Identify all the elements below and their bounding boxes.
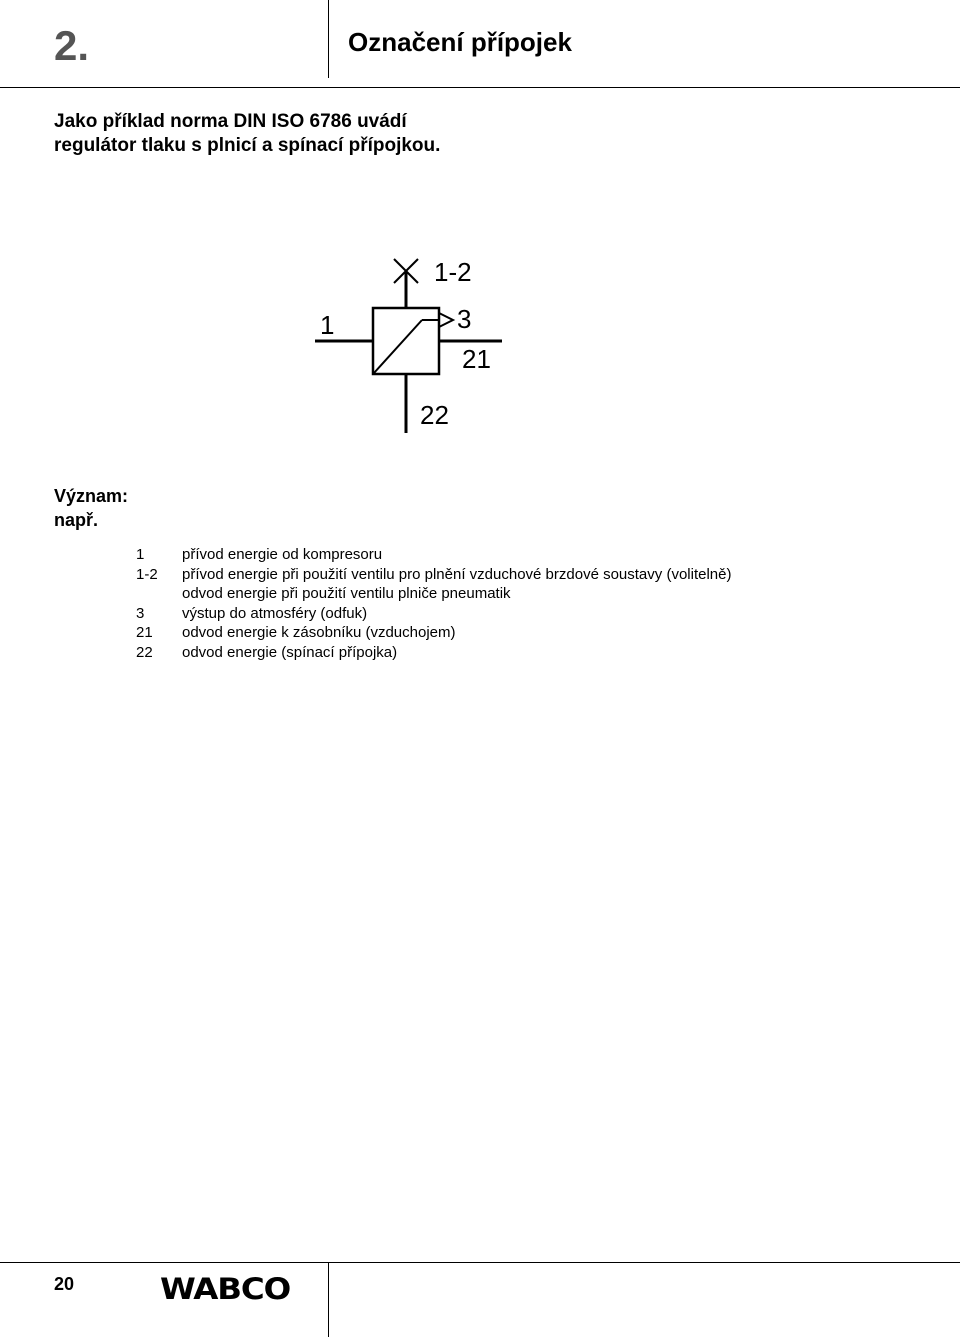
page-number: 20 (54, 1274, 75, 1294)
legend-item (0, 604, 960, 624)
legend-item (0, 545, 960, 565)
legend-line: odvod energie (spínací přípojka) (182, 643, 398, 661)
legend-description (182, 565, 731, 604)
legend-description (182, 623, 456, 643)
intro-line: Jako příklad norma DIN ISO 6786 uvádí (54, 111, 407, 132)
port-label-3: 3 (457, 304, 472, 334)
legend-code: 3 (136, 604, 145, 622)
page-title: Označení přípojek (348, 27, 572, 57)
legend-description (182, 604, 367, 624)
port-label-22: 22 (420, 400, 449, 430)
valve-diagonal (374, 320, 422, 373)
port-label-21: 21 (462, 344, 491, 374)
legend-code: 1-2 (136, 565, 158, 583)
chapter-number: 2. (54, 22, 90, 69)
pressure-regulator-symbol (0, 0, 960, 470)
legend-description (182, 545, 382, 565)
legend-item (0, 623, 960, 643)
brand-logo: WABCO (160, 1272, 291, 1306)
footer-rule (0, 1262, 960, 1263)
port-label-1-2: 1-2 (434, 257, 472, 287)
legend-line: přívod energie od kompresoru (182, 546, 383, 563)
intro-line: regulátor tlaku s plnicí a spínací přípojkou. (54, 135, 441, 156)
meaning-label: Význam: (54, 486, 129, 506)
legend-line: odvod energie k zásobníku (vzduchojem) (182, 624, 456, 642)
legend-code: 22 (136, 643, 153, 661)
legend-list (0, 545, 960, 663)
legend-item (0, 643, 960, 663)
port-label-1: 1 (320, 310, 335, 340)
legend-code: 1 (136, 546, 145, 563)
legend-line: výstup do atmosféry (odfuk) (182, 604, 368, 622)
legend-line: přívod energie při použití ventilu pro plnění vzduchové brzdové soustavy (volitelně) (182, 565, 732, 583)
legend-code: 21 (136, 624, 153, 642)
legend-line: odvod energie při použití ventilu plniče pneumatik (182, 585, 511, 603)
exhaust-triangle (439, 313, 453, 327)
footer-divider (328, 1262, 329, 1337)
legend-item (0, 565, 960, 604)
example-label: např. (54, 510, 99, 530)
legend-description (182, 643, 397, 663)
